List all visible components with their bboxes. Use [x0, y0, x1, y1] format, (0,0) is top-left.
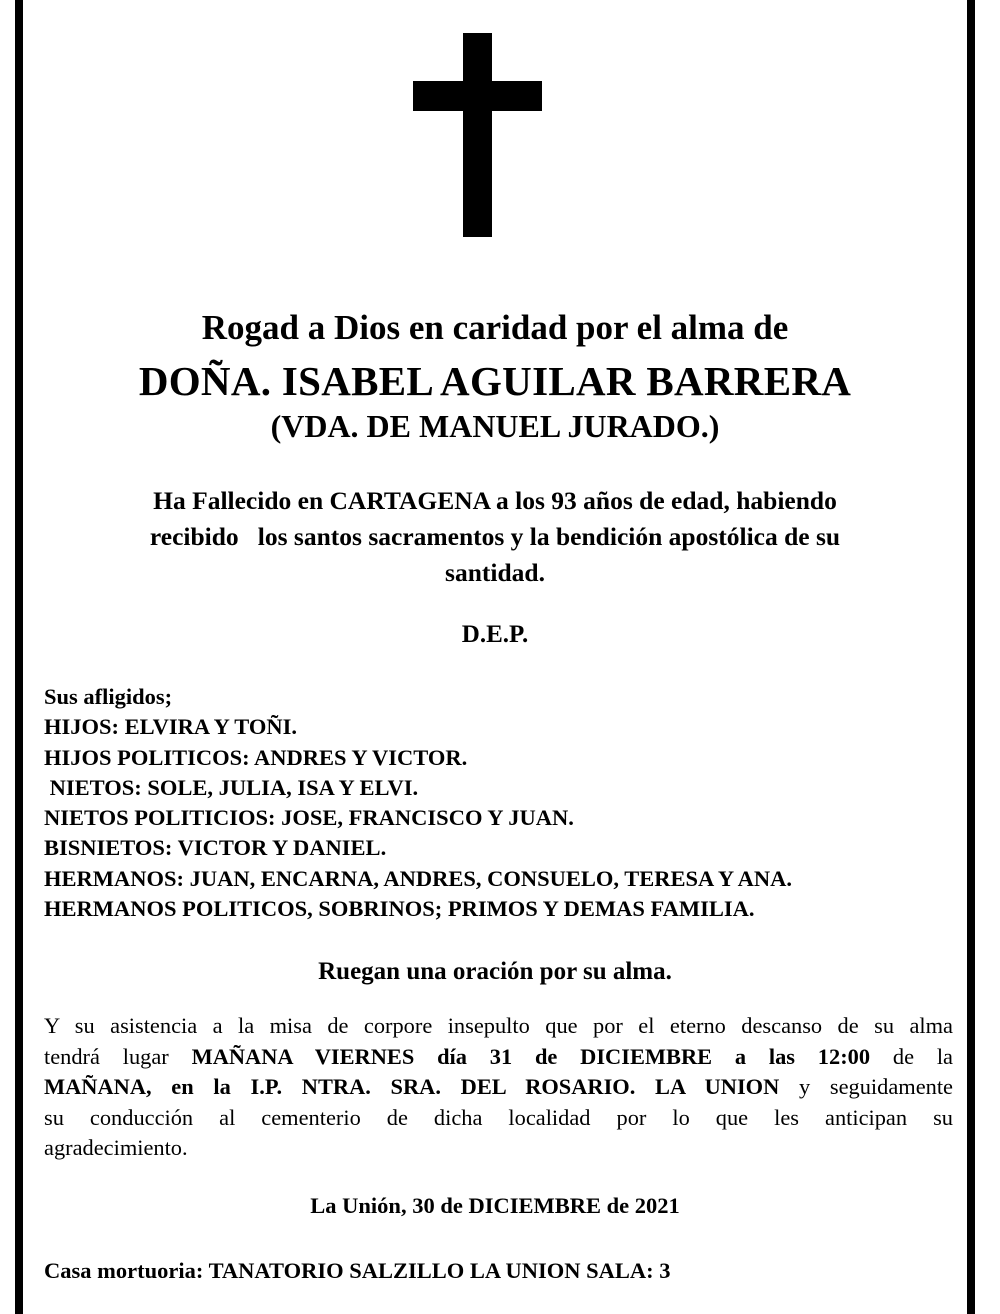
mass-line — [44, 1042, 953, 1073]
mass-line: agradecimiento. — [44, 1135, 188, 1160]
mass-line: su conducción al cementerio de dicha localidad por lo que les anticipan su — [44, 1104, 953, 1130]
announcement-line: Ha Fallecido en CARTAGENA a los 93 años de edad, habiendo — [153, 486, 837, 515]
deceased-name: DOÑA. ISABEL AGUILAR BARRERA — [138, 358, 852, 404]
cross-vertical-bar — [463, 33, 492, 237]
cross-horizontal-bar — [413, 81, 542, 111]
mourners-list — [44, 682, 959, 924]
mourner-line: NIETOS: SOLE, JULIA, ISA Y ELVI. — [44, 774, 419, 800]
place-and-date: La Unión, 30 de DICIEMBRE de 2021 — [310, 1193, 680, 1218]
prayer-request: Ruegan una oración por su alma. — [318, 958, 672, 985]
mourner-line: HIJOS: ELVIRA Y TOÑI. — [44, 714, 298, 740]
intro-heading: Rogad a Dios en caridad por el alma de — [201, 308, 789, 347]
mourner-line: HIJOS POLITICOS: ANDRES Y VICTOR. — [44, 744, 468, 770]
mourner-line: BISNIETOS: VICTOR Y DANIEL. — [44, 835, 387, 861]
announcement-line: santidad. — [445, 558, 545, 587]
left-border-line — [15, 0, 23, 1314]
mass-text: tendrá lugar — [44, 1043, 192, 1069]
mourners-intro: Sus afligidos; — [44, 684, 173, 709]
mourner-line: HERMANOS: JUAN, ENCARNA, ANDRES, CONSUELO, TERESA Y ANA. — [44, 865, 793, 891]
mass-text: y seguidamente — [779, 1074, 953, 1099]
funeral-home: Casa mortuoria: TANATORIO SALZILLO LA UNION SALA: 3 — [44, 1258, 671, 1283]
mass-location: MAÑANA, en la I.P. NTRA. SRA. DEL ROSARIO. LA UNION — [44, 1074, 780, 1099]
widow-of: (VDA. DE MANUEL JURADO.) — [270, 408, 720, 444]
mourner-line: HERMANOS POLITICOS, SOBRINOS; PRIMOS Y DEMAS FAMILIA. — [44, 896, 755, 922]
announcement-line: recibido los santos sacramentos y la bendición apostólica de su — [149, 522, 841, 551]
mass-line: Y su asistencia a la misa de corpore insepulto que por el eterno descanso de su alma — [44, 1013, 953, 1038]
mass-line — [44, 1072, 953, 1103]
mass-paragraph — [44, 1011, 953, 1164]
mass-text: de la — [870, 1043, 953, 1069]
mass-date-time: MAÑANA VIERNES día 31 de DICIEMBRE a las 12:00 — [191, 1043, 871, 1069]
death-announcement — [23, 483, 967, 591]
dep-label: D.E.P. — [461, 621, 529, 648]
right-border-line — [967, 0, 975, 1314]
mourner-line: NIETOS POLITICIOS: JOSE, FRANCISCO Y JUAN. — [44, 805, 574, 831]
